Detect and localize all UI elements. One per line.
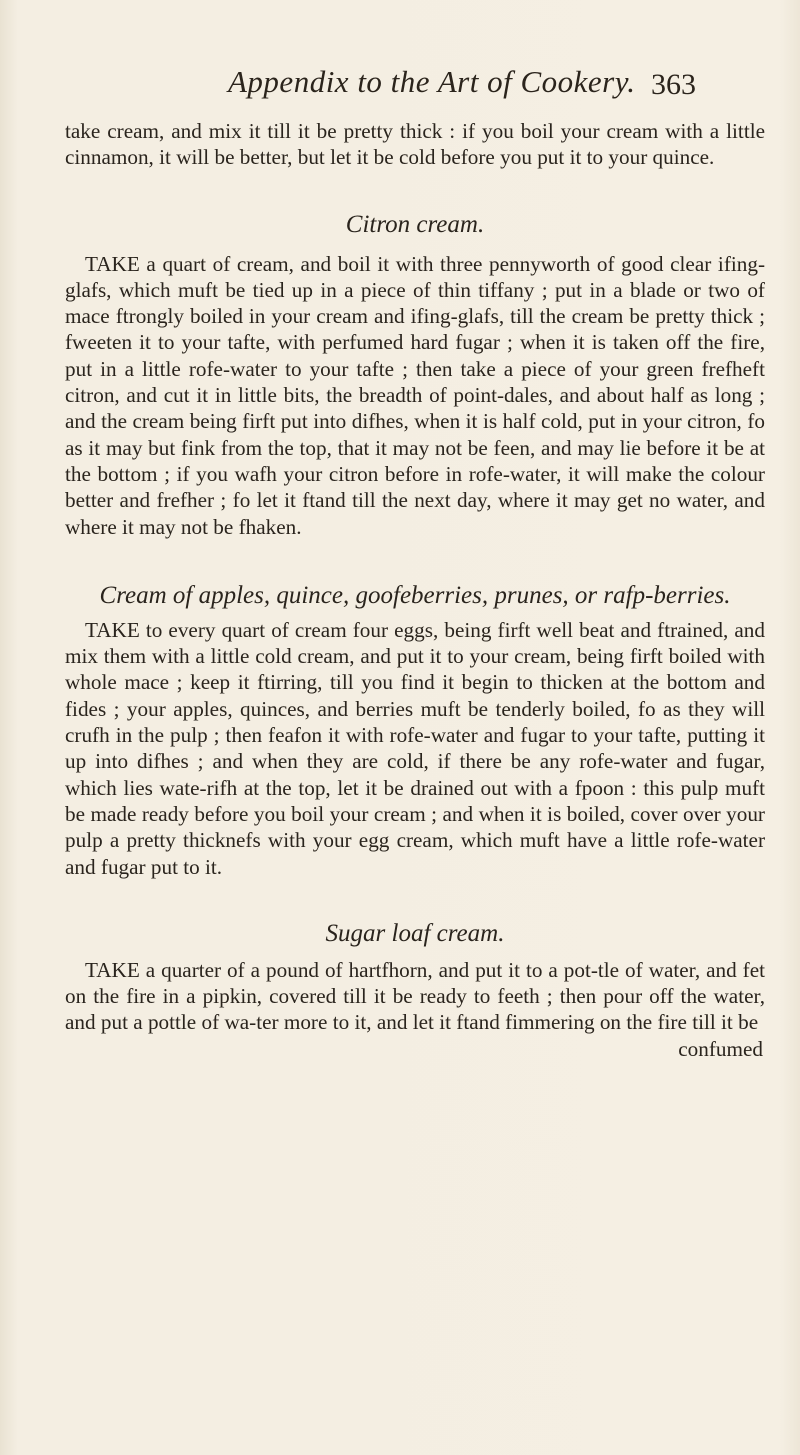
intro-paragraph: take cream, and mix it till it be pretty thick : if you boil your cream with a little cinnamon, it will be better, but let it be cold before you put it to your quince. xyxy=(65,119,765,170)
citron-cream-heading: Citron cream. xyxy=(345,210,485,238)
sugar-loaf-cream-paragraph: TAKE a quarter of a pound of hartfhorn, and put it to a pot-tle of water, and fet on the fire in a pipkin, covered till it be ready to feeth ; then pour off the water, and put a pottle of wa-ter more to it, and let it ftand fimmering on the fire till it be xyxy=(65,957,765,1035)
catchword: confumed xyxy=(678,1036,763,1061)
fruit-cream-heading: Cream of apples, quince, goofeberries, prunes, or rafp-berries. xyxy=(99,581,731,609)
sugar-loaf-cream-heading: Sugar loaf cream. xyxy=(325,919,505,947)
text-block xyxy=(65,118,765,1062)
fruit-cream-paragraph: TAKE to every quart of cream four eggs, being firft well beat and ftrained, and mix them with a little cold cream, and put it to your cream, being firft boiled with whole mace ; keep it ftirring, till you find it begin to thicken at the bottom and fides ; your apples, quinces, and berries muft be tenderly boiled, fo as they will crufh in the pulp ; then feafon it with rofe-water and fugar to your tafte, putting it up into difhes ; and when they are cold, if there be any rofe-water and fugar, which lies wate-rifh at the top, let it be drained out with a fpoon : this pulp muft be made ready before you boil your cream ; and when it is boiled, cover over your pulp a pretty thicknefs with your egg cream, which muft have a little rofe-water and fugar put to it. xyxy=(65,617,765,879)
page-number: 363 xyxy=(651,68,696,101)
running-title: Appendix to the Art of Cookery. xyxy=(228,64,636,99)
citron-cream-paragraph: TAKE a quart of cream, and boil it with three pennyworth of good clear ifing-glafs, which muft be tied up in a piece of thin tiffany ; put in a blade or two of mace ftrongly boiled in your cream and ifing-glafs, till the cream be pretty thick ; fweeten it to your tafte, with perfumed hard fugar ; when it is taken off the fire, put in a little rofe-water to your tafte ; then take a piece of your green frefheft citron, and cut it in little bits, the breadth of point-dales, and about half as long ; and the cream being firft put into difhes, when it is half cold, put in your citron, fo as it may but fink from the top, that it may not be feen, and may lie before it be at the bottom ; if you wafh your citron before in rofe-water, it will make the colour better and frefher ; fo let it ftand till the next day, where it may get no water, and where it may not be fhaken. xyxy=(65,251,765,539)
